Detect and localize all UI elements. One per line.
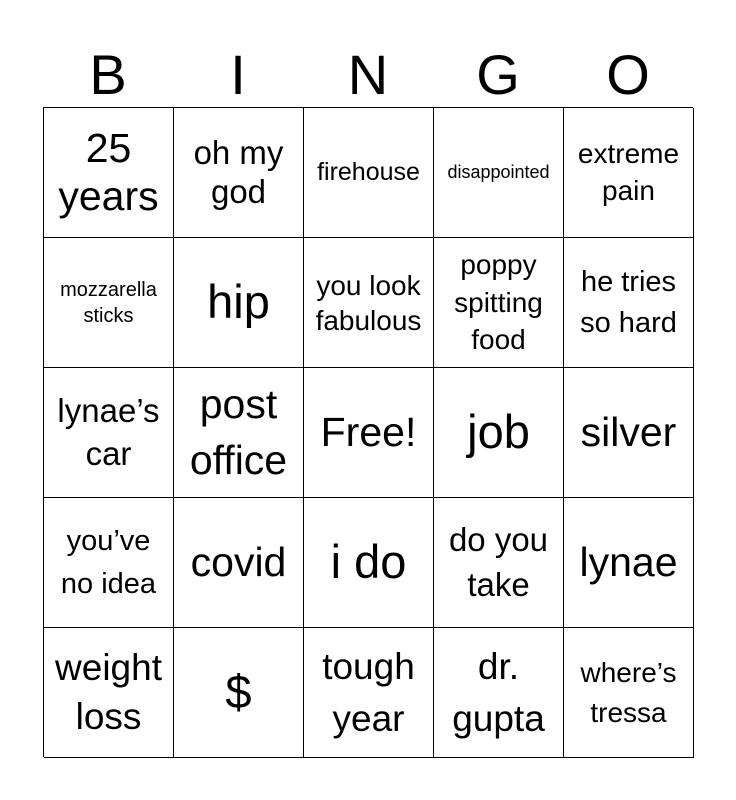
bingo-cell[interactable] (44, 108, 174, 238)
cell-text: extreme pain (577, 138, 680, 206)
bingo-cell[interactable] (174, 108, 304, 238)
cell-text: oh my god (193, 133, 284, 210)
cell-text: $ (225, 665, 252, 719)
cell-text: weight loss (55, 647, 162, 737)
cell-text: 25 years (58, 124, 159, 219)
bingo-cell[interactable] (304, 108, 434, 238)
cell-text: tough year (322, 645, 415, 739)
bingo-header (43, 42, 693, 108)
cell-text: covid (190, 538, 287, 585)
bingo-cell[interactable] (304, 238, 434, 368)
bingo-cell[interactable] (304, 628, 434, 758)
bingo-cell[interactable] (564, 108, 694, 238)
bingo-cell[interactable] (44, 628, 174, 758)
bingo-board (43, 107, 693, 757)
bingo-cell[interactable] (434, 108, 564, 238)
header-letter-o: O (606, 43, 650, 106)
cell-text: mozzarella sticks (60, 278, 157, 327)
cell-text: firehouse (317, 157, 420, 186)
cell-text: i do (330, 535, 407, 589)
cell-text: he tries so hard (580, 265, 677, 339)
cell-text: poppy spitting food (454, 248, 543, 356)
cell-text: do you take (448, 520, 549, 603)
header-letter-b: B (89, 43, 127, 106)
bingo-cell[interactable] (434, 238, 564, 368)
bingo-cell[interactable] (434, 368, 564, 498)
bingo-cell[interactable] (434, 498, 564, 628)
header-letter-i: I (230, 43, 246, 106)
bingo-cell[interactable] (174, 628, 304, 758)
cell-text: hip (207, 275, 270, 329)
header-letter-g: G (476, 43, 520, 106)
bingo-cell[interactable] (44, 498, 174, 628)
cell-text: job (467, 405, 530, 459)
cell-text: dr. gupta (452, 645, 545, 739)
cell-text: post office (189, 381, 288, 483)
bingo-cell[interactable] (174, 368, 304, 498)
bingo-cell[interactable] (434, 628, 564, 758)
cell-text: silver (580, 408, 677, 455)
bingo-cell[interactable] (564, 498, 694, 628)
bingo-cell[interactable] (174, 238, 304, 368)
cell-text: you look fabulous (315, 269, 422, 336)
bingo-cell[interactable] (304, 498, 434, 628)
cell-text: Free! (320, 408, 417, 455)
bingo-cell[interactable] (174, 498, 304, 628)
bingo-cell[interactable] (564, 368, 694, 498)
cell-text: disappointed (447, 161, 550, 182)
cell-text: you’ve no idea (60, 525, 157, 600)
bingo-cell[interactable] (44, 238, 174, 368)
cell-text: lynae (579, 538, 678, 585)
bingo-cell[interactable] (564, 238, 694, 368)
cell-text: lynae’s car (57, 391, 160, 472)
bingo-cell[interactable] (44, 368, 174, 498)
header-letter-n: N (347, 43, 389, 106)
bingo-cell[interactable] (564, 628, 694, 758)
cell-text: where’s tressa (580, 657, 677, 728)
bingo-cell[interactable] (304, 368, 434, 498)
